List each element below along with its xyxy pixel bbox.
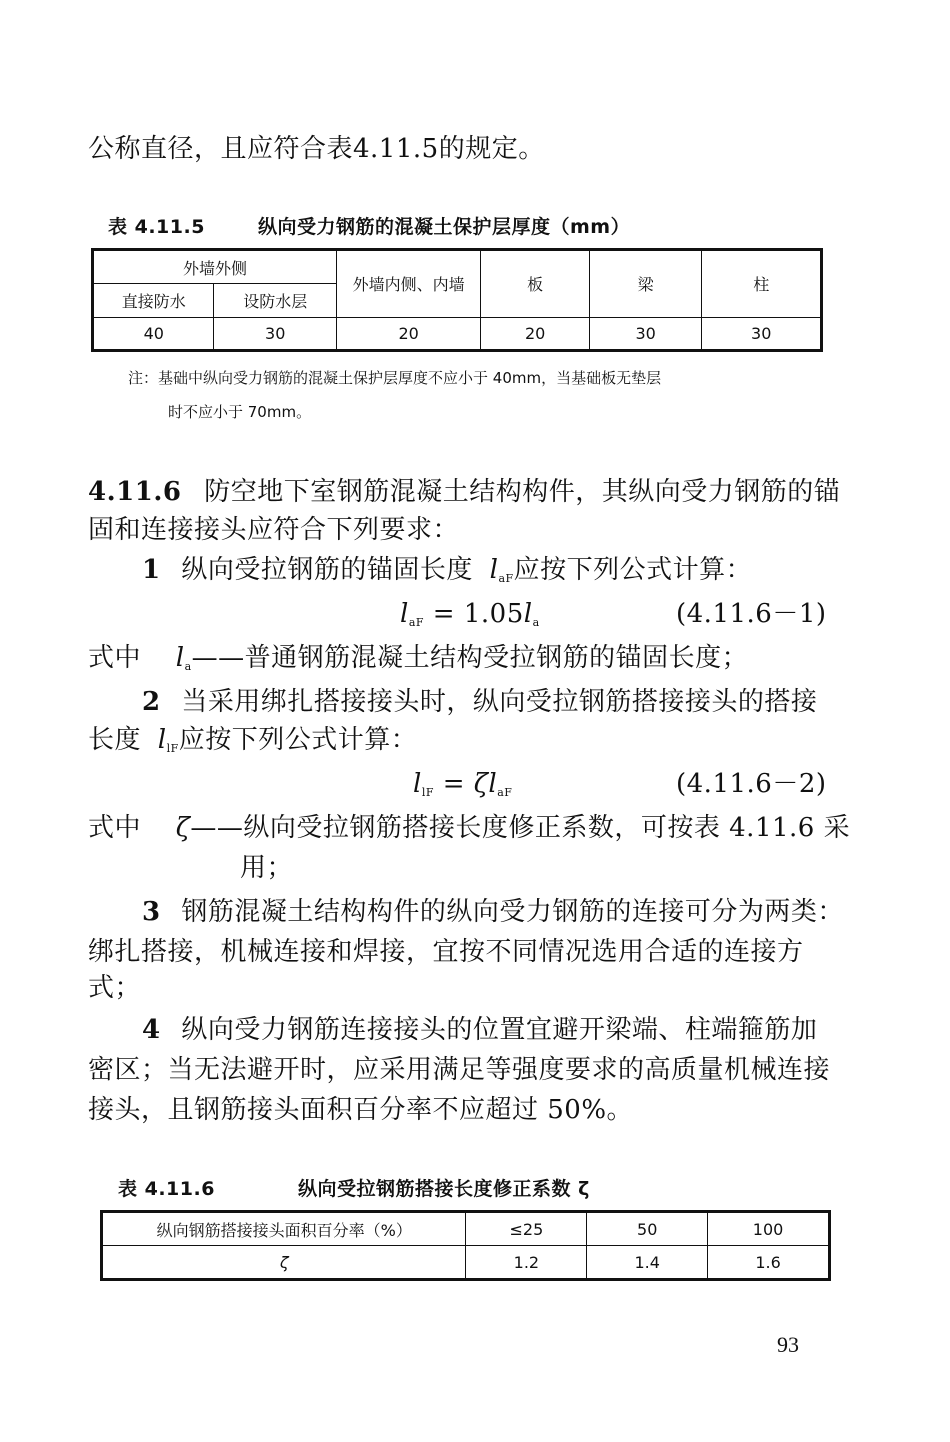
where2 [88, 810, 850, 846]
table1-header-inner: 外墙内侧、内墙 [336, 251, 480, 318]
table2-cell: 100 [708, 1213, 829, 1246]
table1-cell: 20 [336, 317, 480, 349]
eq1-lhs: l [400, 599, 409, 629]
item2-line2-before: 长度 [88, 725, 142, 755]
item2-line2-after: 应按下列公式计算： [178, 725, 418, 755]
intro-line: 公称直径，且应符合表4.11.5的规定。 [88, 134, 545, 164]
item1-symbol: l [489, 555, 499, 585]
table1-caption-title: 纵向受力钢筋的混凝土保护层厚度（mm） [258, 216, 631, 238]
eq2-lhs-sub: lF [421, 786, 434, 799]
eq1-rhs: = 1.05 [432, 599, 524, 629]
item1 [142, 552, 752, 597]
item2-line1 [142, 684, 817, 720]
eq2-lhs: l [413, 769, 422, 799]
table1-header-sub2: 设防水层 [214, 284, 336, 317]
item4-line3: 接头，且钢筋接头面积百分率不应超过 50%。 [88, 1095, 634, 1125]
item2-symbol: l [157, 725, 167, 755]
table1-note-line1: 注：基础中纵向受力钢筋的混凝土保护层厚度不应小于 40mm，当基础板无垫层 [128, 369, 662, 387]
item4-text: 纵向受力钢筋连接接头的位置宜避开梁端、柱端箍筋加 [181, 1015, 818, 1045]
table2-row2-label: ζ [103, 1246, 466, 1279]
item1-symbol-sub: aF [498, 572, 514, 585]
table2-cell: 50 [587, 1213, 708, 1246]
section-number: 4.11.6 [88, 477, 182, 507]
where1-label: 式中 [88, 643, 142, 673]
where1-symbol: l [175, 643, 185, 673]
where1-desc: ——普通钢筋混凝土结构受拉钢筋的锚固长度； [191, 643, 749, 673]
where2-desc-cont: 用； [240, 853, 294, 883]
eq1-rhs-sub: a [532, 616, 540, 629]
item3-line1 [142, 894, 844, 930]
where2-label: 式中 [88, 813, 142, 843]
page-number: 93 [777, 1332, 799, 1357]
item3-number: 3 [142, 897, 161, 927]
item1-number: 1 [142, 555, 161, 585]
eq1-lhs-sub: aF [408, 616, 425, 629]
table1-caption-number: 表 4.11.5 [108, 216, 205, 238]
item3-line3: 式； [88, 973, 142, 1003]
item1-text: 纵向受拉钢筋的锚固长度 [181, 555, 473, 585]
table2 [102, 1212, 829, 1279]
eq2-rhs-sub: aF [497, 786, 513, 799]
item2-symbol-sub: lF [166, 742, 179, 755]
table1-cell: 30 [702, 317, 821, 349]
eq1-rhs-var: l [523, 599, 533, 629]
item2-text: 当采用绑扎搭接接头时，纵向受拉钢筋搭接接头的搭接 [181, 687, 818, 717]
item2-line2 [88, 722, 417, 767]
section-line2: 固和连接接头应符合下列要求： [88, 515, 460, 545]
table2-caption-number: 表 4.11.6 [118, 1178, 215, 1200]
equation1 [400, 596, 540, 641]
item4-line2: 密区；当无法避开时，应采用满足等强度要求的高质量机械连接 [88, 1055, 831, 1085]
table1-note-line2: 时不应小于 70mm。 [168, 403, 312, 421]
item4-number: 4 [142, 1015, 161, 1045]
table2-caption-title: 纵向受拉钢筋搭接长度修正系数 ζ [298, 1178, 590, 1200]
table1-cell: 30 [214, 317, 336, 349]
section-heading [88, 474, 840, 510]
item1-text-after: 应按下列公式计算： [513, 555, 753, 585]
table2-cell: 1.4 [587, 1246, 708, 1279]
table1-header-group: 外墙外侧 [94, 251, 337, 284]
item2-number: 2 [142, 687, 161, 717]
item3-line2: 绑扎搭接，机械连接和焊接，宜按不同情况选用合适的连接方 [88, 937, 804, 967]
table1-cell: 20 [481, 317, 590, 349]
table1-header-sub1: 直接防水 [94, 284, 214, 317]
table1 [93, 250, 821, 350]
section-line1: 防空地下室钢筋混凝土结构构件，其纵向受力钢筋的锚 [204, 477, 841, 507]
table2-cell: ≤25 [466, 1213, 587, 1246]
equation1-number: (4.11.6－1) [676, 599, 827, 629]
item3-text: 钢筋混凝土结构构件的纵向受力钢筋的连接可分为两类： [181, 897, 844, 927]
item4-line1 [142, 1012, 817, 1048]
table2-cell: 1.2 [466, 1246, 587, 1279]
eq2-rhs: = ζ [442, 769, 489, 799]
equation2-number: (4.11.6－2) [676, 769, 827, 799]
equation2 [413, 766, 512, 811]
where1 [88, 640, 748, 685]
table1-cell: 30 [589, 317, 702, 349]
table1-header-beam: 梁 [589, 251, 702, 318]
where2-symbol: ζ [175, 813, 191, 843]
table2-row1-label: 纵向钢筋搭接接头面积百分率（%） [103, 1213, 466, 1246]
where2-desc: ——纵向受拉钢筋搭接长度修正系数，可按表 4.11.6 采 [190, 813, 851, 843]
table1-cell: 40 [94, 317, 214, 349]
where1-symbol-sub: a [184, 660, 192, 673]
table1-header-slab: 板 [481, 251, 590, 318]
table1-header-column: 柱 [702, 251, 821, 318]
table2-cell: 1.6 [708, 1246, 829, 1279]
eq2-rhs-var: l [488, 769, 498, 799]
